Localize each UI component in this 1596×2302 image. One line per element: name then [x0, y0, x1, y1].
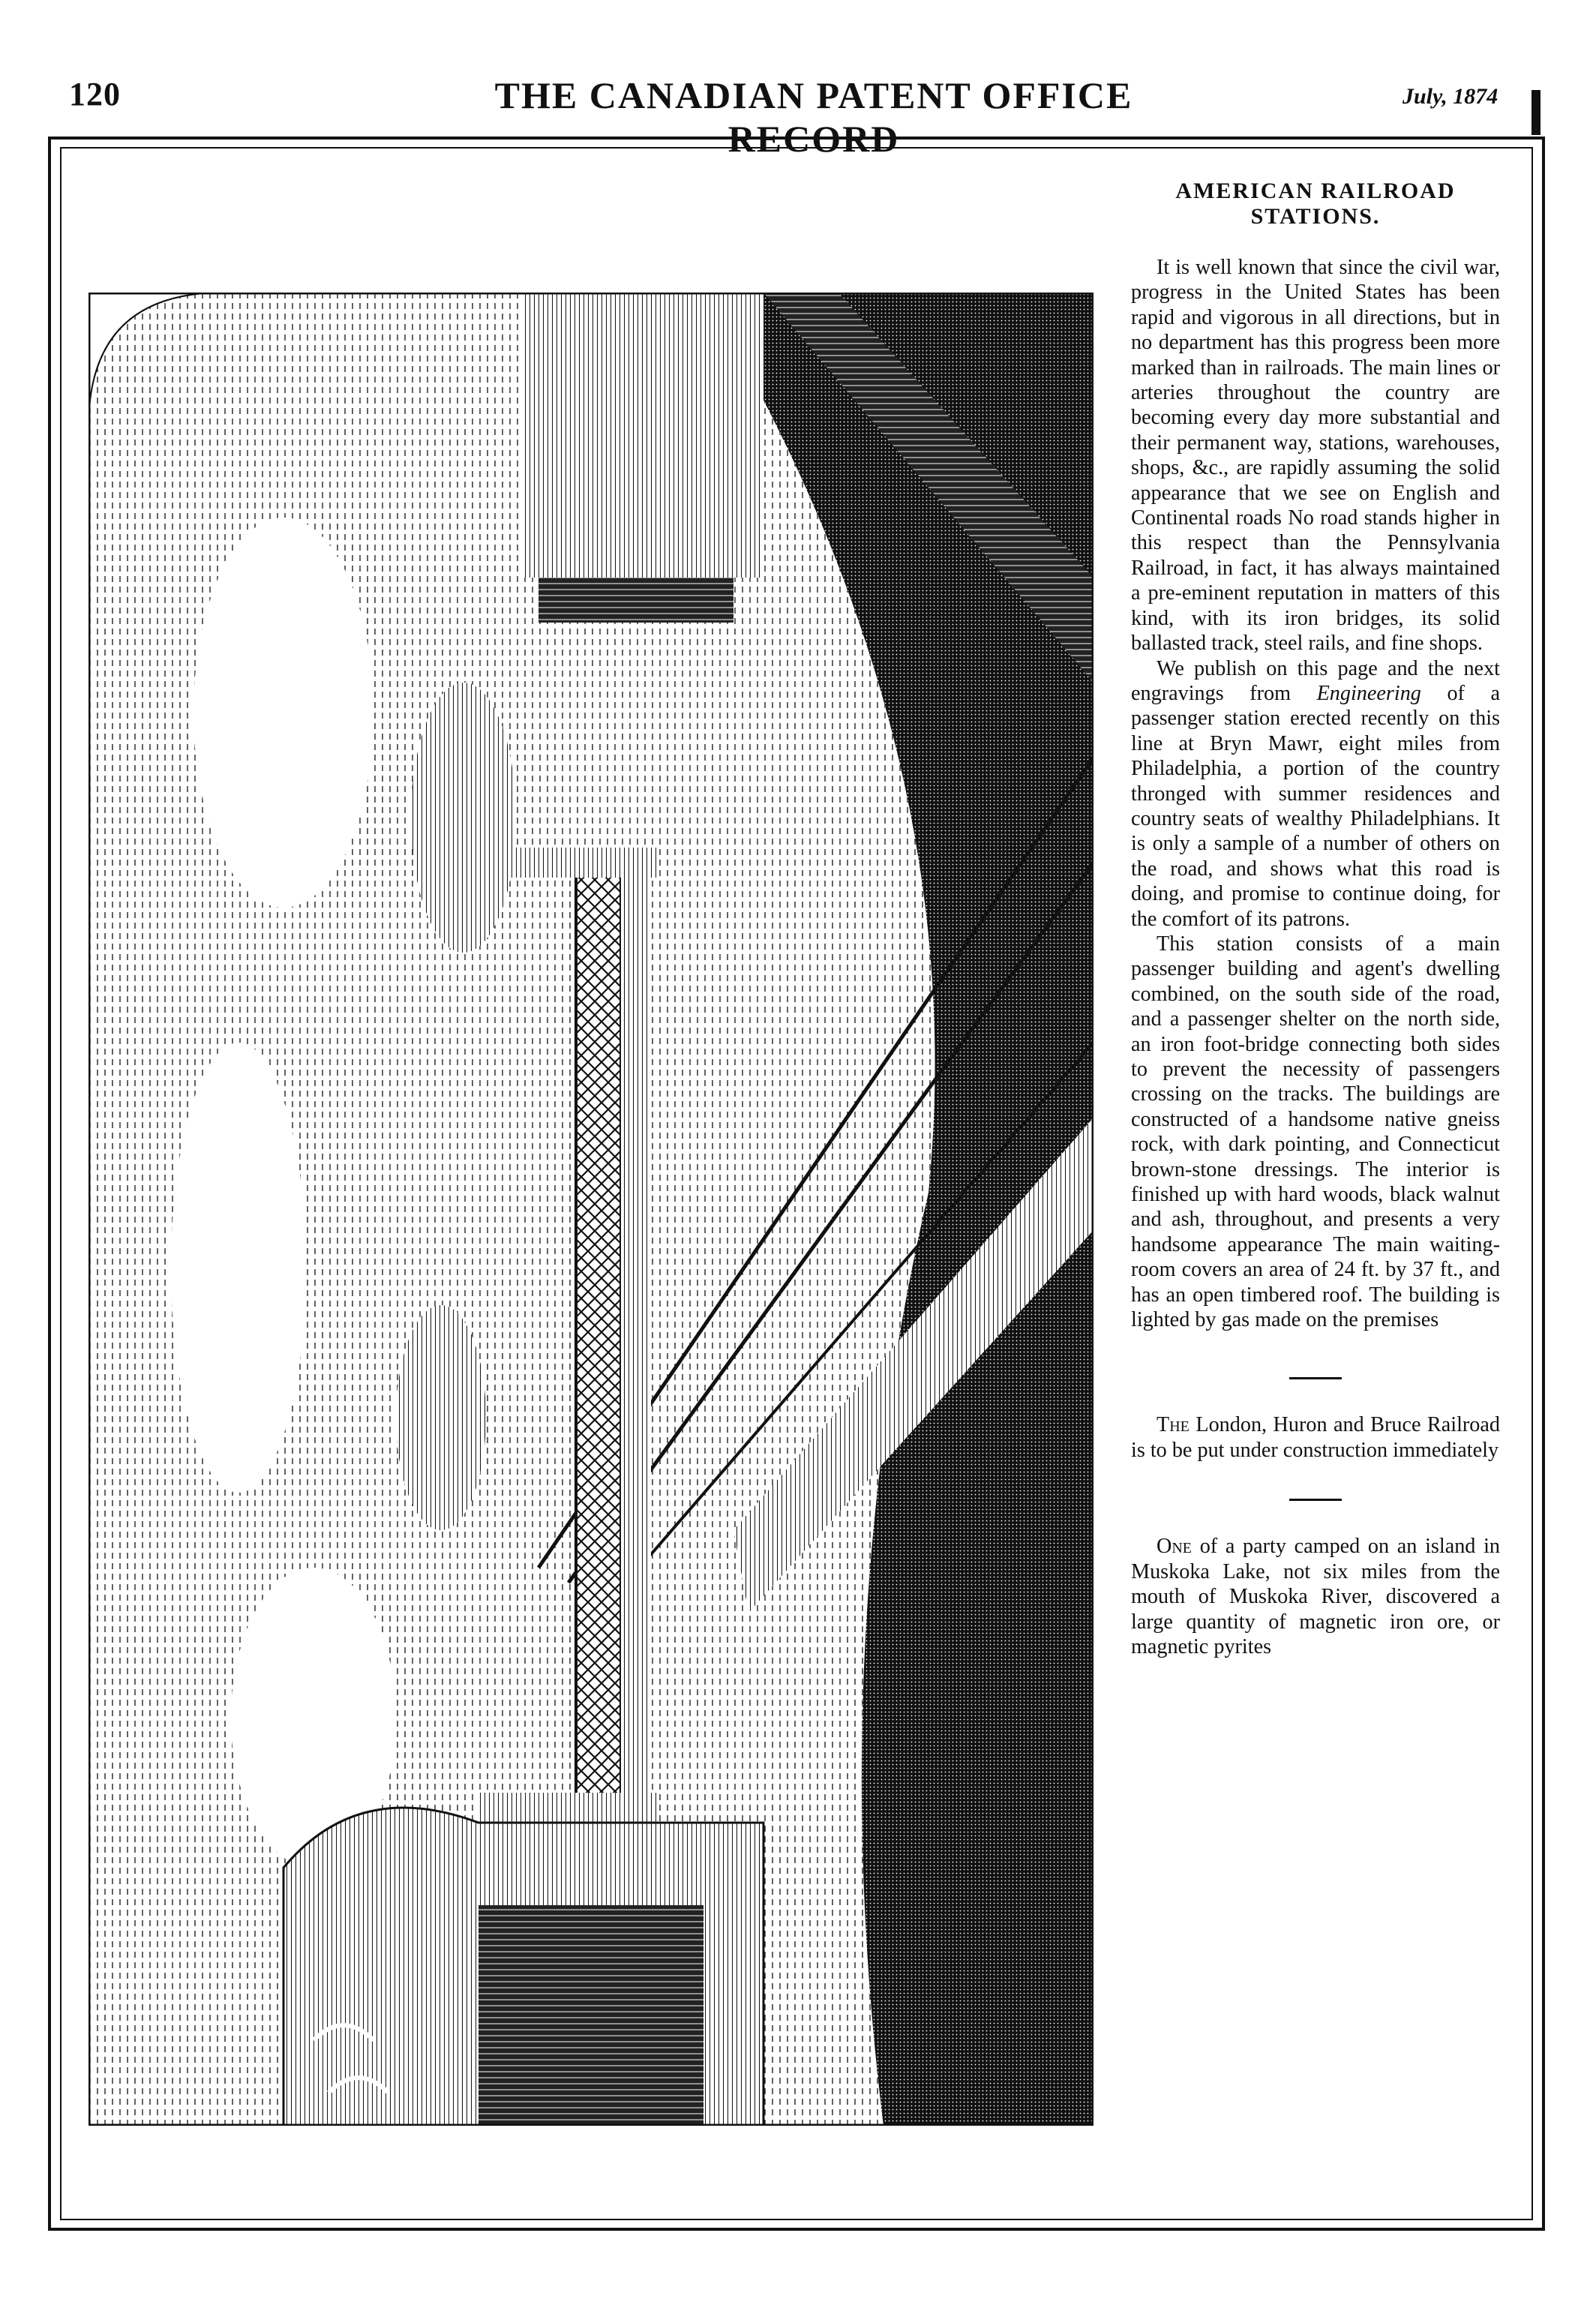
paragraph-2-text-a: We publish on this page and the next engravings from: [1131, 656, 1500, 705]
article-column: [1131, 179, 1500, 1659]
notice-railroad: [1131, 1412, 1500, 1463]
notice-lead: The: [1156, 1413, 1190, 1437]
article-paragraph-2: [1131, 656, 1500, 932]
engraving-illustration: [88, 293, 1094, 2126]
notice-text: of a party camped on an island in Muskoka Lake, not six miles from the mouth of Muskoka River, discovered a large quantity of magnetic iron ore, or magnetic pyrites: [1131, 1535, 1500, 1658]
notice-lead: One: [1156, 1535, 1192, 1559]
journal-title: THE CANADIAN PATENT OFFICE RECORD: [494, 74, 1133, 160]
article-title: AMERICAN RAILROAD STATIONS.: [1175, 179, 1456, 229]
edge-mark: [1532, 90, 1540, 135]
issue-date: July, 1874: [1402, 84, 1498, 109]
notice-muskoka: [1131, 1534, 1500, 1659]
station-engraving: [88, 293, 1094, 2126]
page-number: 120: [69, 76, 121, 113]
engineering-source: Engineering: [1316, 681, 1421, 705]
section-divider: [1289, 1377, 1342, 1379]
article-paragraph-3: This station consists of a main passenger building and agent's dwelling combined, on the south side of the road, and a passenger shelter on the north side, an iron foot-bridge connecting both sides to prevent the necessity of passengers crossing on the tracks. The buildings are constructed of a handsome native gneiss rock, with dark pointing, and Connecticut brown-stone dressings. The interior is finished up with hard woods, black walnut and ash, throughout, and presents a very handsome appearance The main waiting-room covers an area of 24 ft. by 37 ft., and has an open timbered roof. The building is lighted by gas made on the premises: [1131, 932, 1500, 1332]
notice-text: London, Huron and Bruce Railroad is to be put under construction immediately: [1131, 1413, 1500, 1462]
article-paragraph-1: It is well known that since the civil war, progress in the United States has been rapid and vigorous in all directions, but in no department has this progress been more marked than in railroads. The main lines or arteries throughout the country are becoming every day more substantial and their permanent way, stations, warehouses, shops, &c., are rapidly assuming the solid appearance that we see on English and Continental roads No road stands higher in this respect than the Pennsylvania Railroad, in fact, it has always maintained a pre-eminent reputation in matters of this kind, with its iron bridges, its solid ballasted track, steel rails, and fine shops.: [1131, 256, 1500, 656]
section-divider: [1289, 1499, 1342, 1501]
paragraph-2-text-b: of a passenger station erected recently on this line at Bryn Mawr, eight miles from Philadelphia, a portion of the country thronged with summer residences and country seats of wealthy Philadelphians. It is only a sample of a number of others on the road, and shows what this road is doing, and promise to continue doing, for the comfort of its patrons.: [1131, 681, 1500, 931]
page-header: [0, 0, 1596, 160]
